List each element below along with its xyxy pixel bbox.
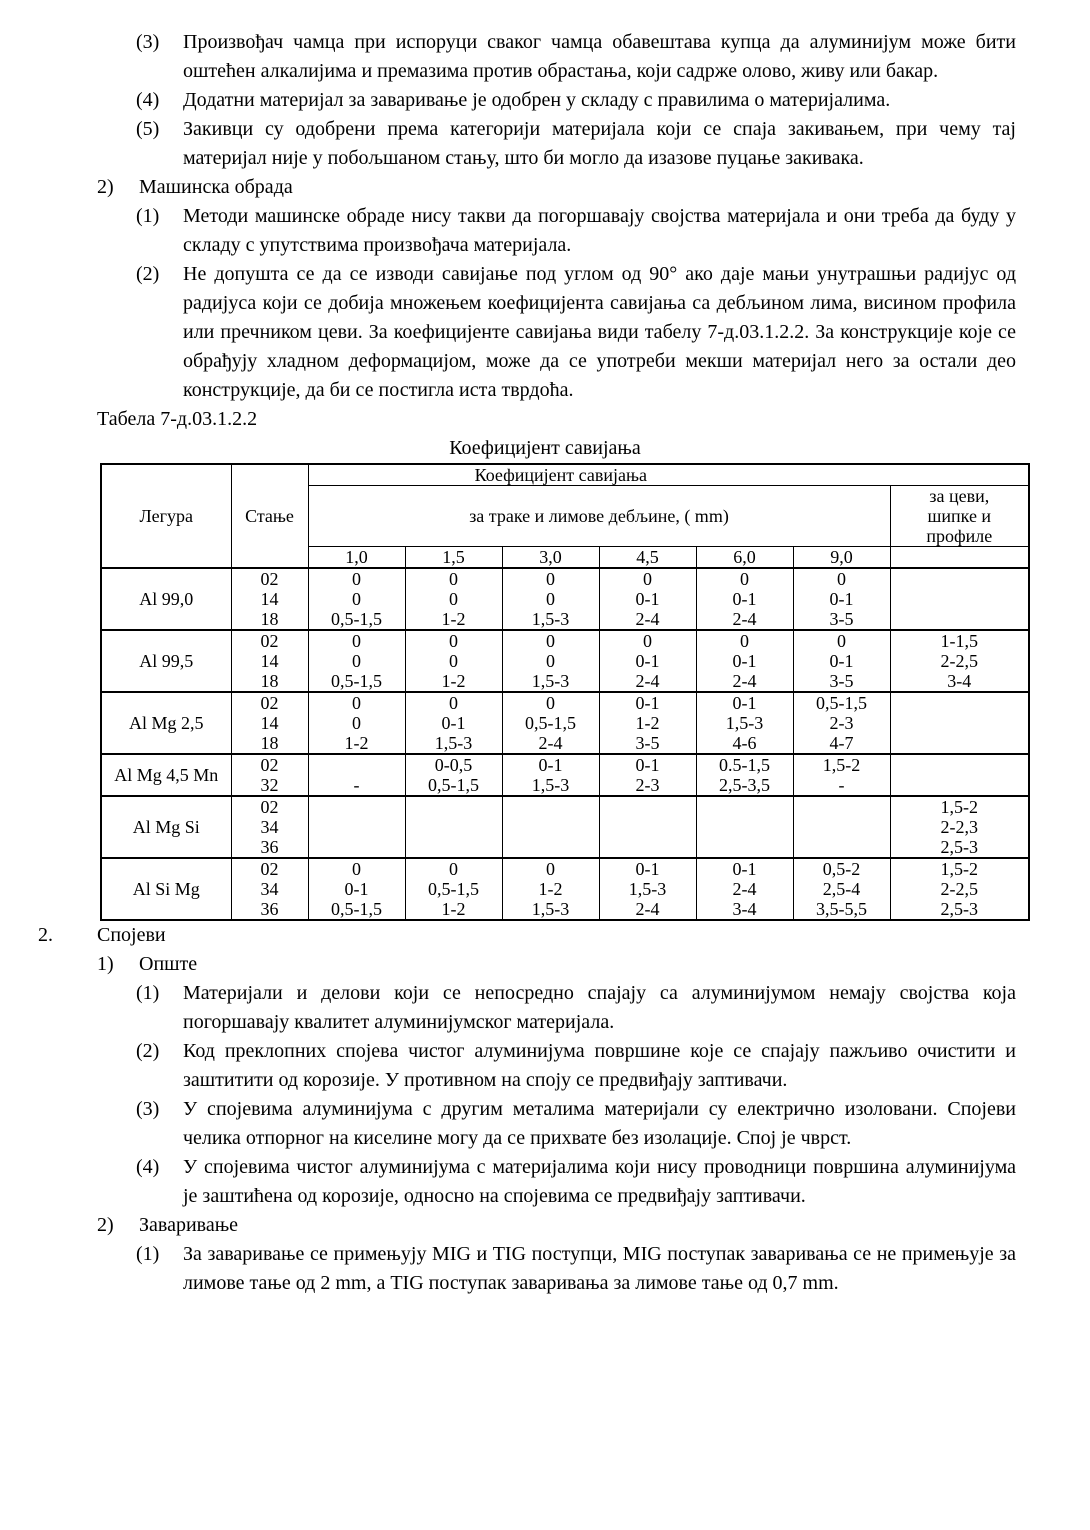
state-cell: [231, 630, 308, 692]
cell-line: 0-1: [635, 755, 660, 775]
paragraph-text: Додатни материјал за заваривање је одобрен у складу с правилима о материјалима.: [183, 89, 891, 111]
column-header-coefficient: Коефицијент савијања: [308, 464, 1029, 486]
alloy-name-cell: Al Mg 2,5: [101, 692, 231, 754]
paragraph-text: Материјали и делови који се непосредно спајају са алуминијумом немају својства која погоршавају квалитет алуминијумског материјала.: [183, 982, 1016, 1033]
cell-line: 0: [837, 569, 846, 589]
cell-line: 2-4: [732, 609, 757, 629]
cell-line: 3-5: [829, 609, 854, 629]
paragraph-text: Произвођач чамца при испоруци сваког чамца обавештава купца да алуминијум може бити оштећен алкалијима и премазима против обрастања, који садрже олово, живу или бакар.: [183, 31, 1016, 82]
cell-line: [600, 797, 696, 817]
tubes-value-cell: [890, 858, 1029, 920]
item-marker: (4): [136, 1156, 160, 1178]
cell-line: 4-6: [732, 733, 757, 753]
cell-line: 0: [643, 631, 652, 651]
column-header-strips: за траке и лимове дебљине, ( mm): [308, 486, 890, 547]
cell-line: 0: [546, 631, 555, 651]
cell-line: 14: [260, 589, 279, 609]
coefficient-value-cell: [793, 692, 890, 754]
paragraph-text: У спојевима алуминијума с другим металима материјали су електрично изоловани. Спојеви челика отпорног на киселине могу да се прихвате без изолације. Спој је чврст.: [183, 1098, 1016, 1149]
coefficient-value-cell: [502, 692, 599, 754]
cell-line: 2,5-3,5: [719, 775, 770, 795]
cell-line: 18: [260, 671, 279, 691]
list-item: [136, 202, 1090, 260]
cell-line: 0: [352, 631, 361, 651]
cell-line: 2-2,5: [940, 651, 979, 671]
paragraph-text: За заваривање се примењују MIG и TIG поступци, MIG поступак заваривања се не примењује за лимове тање од 2 mm, а TIG поступак заваривања за лимове тање од 0,7 mm.: [183, 1243, 1016, 1294]
coefficient-value-cell: [308, 692, 405, 754]
cell-line: 0-1: [344, 879, 369, 899]
list-item: [136, 260, 1090, 405]
cell-line: 0-1: [635, 693, 660, 713]
cell-line: [891, 569, 1029, 589]
cell-line: 2-2,3: [940, 817, 979, 837]
list-item: [136, 86, 1090, 115]
cell-line: 3-4: [947, 671, 972, 691]
cell-line: 0-1: [732, 589, 757, 609]
cell-line: 0: [449, 651, 458, 671]
cell-line: 0-1: [635, 589, 660, 609]
cell-line: 0-0,5: [434, 755, 473, 775]
cell-line: 1,5-2: [940, 859, 979, 879]
column-header-tubes: [890, 486, 1029, 547]
coefficient-value-cell: [308, 754, 405, 796]
thickness-header: 3,0: [502, 547, 599, 569]
cell-line: 18: [260, 609, 279, 629]
state-cell: [231, 754, 308, 796]
cell-line: [406, 837, 502, 857]
paragraph-text: Закивци су одобрени према категорији материјала који се спаја закивањем, при чему тај материјал није у побољшаном стању, што би могло да изазове пуцање закивака.: [183, 118, 1016, 169]
coefficient-value-cell: [308, 630, 405, 692]
cell-line: [503, 797, 599, 817]
cell-line: 0: [352, 693, 361, 713]
coefficient-value-cell: [502, 568, 599, 630]
thickness-header-empty: [890, 547, 1029, 569]
cell-line: [891, 775, 1029, 795]
thickness-header: 4,5: [599, 547, 696, 569]
cell-line: 02: [260, 569, 279, 589]
cell-line: [309, 797, 405, 817]
cell-line: 14: [260, 651, 279, 671]
cell-line: 1-2: [344, 733, 369, 753]
coefficient-value-cell: [405, 568, 502, 630]
cell-line: 0: [352, 859, 361, 879]
cell-line: 0,5-1,5: [525, 713, 576, 733]
cell-line: 0-1: [635, 859, 660, 879]
subsection-heading-machining: [97, 173, 1090, 202]
cell-line: 0: [449, 589, 458, 609]
coefficient-value-cell: [308, 796, 405, 858]
cell-line: 0: [546, 693, 555, 713]
cell-line: 2-4: [732, 879, 757, 899]
item-marker: (2): [136, 263, 160, 285]
item-marker: 2): [97, 1214, 114, 1236]
cell-line: 0,5-1,5: [428, 775, 479, 795]
coefficient-value-cell: [502, 796, 599, 858]
cell-line: 0,5-1,5: [428, 879, 479, 899]
cell-line: 0: [352, 713, 361, 733]
cell-line: 0,5-2: [822, 859, 861, 879]
cell-line: [794, 817, 890, 837]
thickness-header: 6,0: [696, 547, 793, 569]
item-marker: (1): [136, 982, 160, 1004]
cell-line: [794, 797, 890, 817]
cell-line: [794, 837, 890, 857]
cell-line: 2-4: [635, 899, 660, 919]
cell-line: 34: [260, 817, 279, 837]
section-heading-joints: [38, 921, 1090, 950]
cell-line: [891, 755, 1029, 775]
cell-line: [406, 817, 502, 837]
list-item: [136, 1153, 1090, 1211]
cell-line: 0,5-1,5: [331, 609, 382, 629]
cell-line: 0: [740, 631, 749, 651]
coefficient-value-cell: [308, 858, 405, 920]
cell-line: 02: [260, 859, 279, 879]
cell-line: 0-1: [732, 651, 757, 671]
alloy-name-cell: Al Si Mg: [101, 858, 231, 920]
cell-line: 0,5-1,5: [331, 899, 382, 919]
coefficient-value-cell: [599, 692, 696, 754]
section-title: Спојеви: [97, 924, 166, 946]
cell-line: 1,5-3: [434, 733, 473, 753]
coefficient-value-cell: [599, 630, 696, 692]
cell-line: 32: [260, 775, 279, 795]
cell-line: 0: [449, 569, 458, 589]
cell-line: 0: [546, 651, 555, 671]
cell-line: 0: [546, 569, 555, 589]
coefficient-value-cell: [696, 568, 793, 630]
cell-line: -: [353, 775, 360, 795]
cell-line: 1-2: [538, 879, 563, 899]
cell-line: 36: [260, 837, 279, 857]
alloy-row: [101, 568, 1029, 630]
coefficient-value-cell: [405, 796, 502, 858]
cell-line: 3-5: [635, 733, 660, 753]
column-header-alloy: Легура: [101, 464, 231, 568]
cell-line: 0: [546, 589, 555, 609]
item-marker: (3): [136, 31, 160, 53]
coefficient-value-cell: [599, 754, 696, 796]
column-header-tubes-text: за цеви, шипке и профиле: [926, 486, 993, 546]
thickness-header: 1,0: [308, 547, 405, 569]
cell-line: 1,5-2: [822, 755, 861, 775]
table-header-row-1: [101, 464, 1029, 486]
list-item: [136, 28, 1090, 86]
cell-line: [891, 589, 1029, 609]
cell-line: 2,5-3: [940, 837, 979, 857]
cell-line: 1,5-3: [628, 879, 667, 899]
cell-line: 2-3: [635, 775, 660, 795]
cell-line: 1-2: [635, 713, 660, 733]
bending-coefficient-table: [100, 463, 1030, 921]
cell-line: [503, 837, 599, 857]
coefficient-value-cell: [405, 858, 502, 920]
state-cell: [231, 692, 308, 754]
cell-line: 0-1: [829, 589, 854, 609]
tubes-value-cell: [890, 692, 1029, 754]
cell-line: 0-1: [732, 693, 757, 713]
cell-line: 0: [449, 859, 458, 879]
cell-line: [891, 609, 1029, 629]
cell-line: 18: [260, 733, 279, 753]
cell-line: 36: [260, 899, 279, 919]
cell-line: 2-2,5: [940, 879, 979, 899]
cell-line: 0-1: [441, 713, 466, 733]
coefficient-value-cell: [599, 568, 696, 630]
cell-line: -: [838, 775, 845, 795]
cell-line: 14: [260, 713, 279, 733]
alloy-name-cell: Al 99,0: [101, 568, 231, 630]
cell-line: 0: [449, 631, 458, 651]
cell-line: [503, 817, 599, 837]
state-cell: [231, 568, 308, 630]
paragraph-text: У спојевима чистог алуминијума с материјалима који нису проводници површина алуминијума је заштићена од корозије, односно на спојевима се предвиђају заптивачи.: [183, 1156, 1016, 1207]
cell-line: 0: [352, 569, 361, 589]
cell-line: 2-4: [732, 671, 757, 691]
cell-line: [406, 797, 502, 817]
subsection-title: Опште: [139, 953, 198, 975]
item-marker: (3): [136, 1098, 160, 1120]
cell-line: 0: [546, 859, 555, 879]
cell-line: 02: [260, 755, 279, 775]
coefficient-value-cell: [793, 858, 890, 920]
cell-line: 1-2: [441, 899, 466, 919]
coefficient-value-cell: [696, 754, 793, 796]
cell-line: 0,5-1,5: [816, 693, 867, 713]
cell-line: 0.5-1,5: [719, 755, 770, 775]
coefficient-value-cell: [599, 796, 696, 858]
cell-line: [697, 797, 793, 817]
item-marker: (1): [136, 1243, 160, 1265]
cell-line: 1-2: [441, 609, 466, 629]
cell-line: 0-1: [829, 651, 854, 671]
coefficient-value-cell: [405, 692, 502, 754]
cell-line: 2-4: [538, 733, 563, 753]
cell-line: 2-4: [635, 671, 660, 691]
cell-line: 0: [643, 569, 652, 589]
item-marker: (1): [136, 205, 160, 227]
cell-line: 1,5-2: [940, 797, 979, 817]
cell-line: 1-1,5: [940, 631, 979, 651]
item-marker: 2.: [38, 924, 53, 946]
cell-line: 1,5-3: [725, 713, 764, 733]
list-item: [136, 1240, 1090, 1298]
item-marker: (2): [136, 1040, 160, 1062]
cell-line: 0: [837, 631, 846, 651]
coefficient-value-cell: [793, 568, 890, 630]
paragraph-text: Не допушта се да се изводи савијање под углом од 90° ако даје мањи унутрашњи радијус од радијуса који се добија множењем коефицијента савијања са дебљином лима, висином профила или пречником цеви. За коефицијенте савијања види табелу 7-д.03.1.2.2. За конструкције које се обрађују хладном деформацијом, може да се употреби мекши материјал него за остали део конструкције, да би се постигла иста тврдоћа.: [183, 263, 1016, 401]
coefficient-value-cell: [405, 630, 502, 692]
cell-line: 0: [352, 589, 361, 609]
cell-line: [309, 817, 405, 837]
coefficient-value-cell: [696, 796, 793, 858]
coefficient-value-cell: [599, 858, 696, 920]
cell-line: 1-2: [441, 671, 466, 691]
coefficient-value-cell: [793, 630, 890, 692]
cell-line: 2,5-3: [940, 899, 979, 919]
cell-line: 0-1: [732, 859, 757, 879]
state-cell: [231, 796, 308, 858]
cell-line: 1,5-3: [531, 775, 570, 795]
cell-line: [891, 733, 1029, 753]
table-title: Коефицијент савијања: [449, 437, 641, 459]
item-marker: 1): [97, 953, 114, 975]
cell-line: [697, 837, 793, 857]
cell-line: 0: [740, 569, 749, 589]
thickness-header: 9,0: [793, 547, 890, 569]
alloy-row: [101, 858, 1029, 920]
thickness-header: 1,5: [405, 547, 502, 569]
item-marker: 2): [97, 176, 114, 198]
cell-line: [309, 837, 405, 857]
coefficient-value-cell: [502, 754, 599, 796]
coefficient-value-cell: [696, 858, 793, 920]
alloy-row: [101, 692, 1029, 754]
cell-line: 1,5-3: [531, 899, 570, 919]
cell-line: 2,5-4: [822, 879, 861, 899]
cell-line: 3-5: [829, 671, 854, 691]
alloy-row: [101, 630, 1029, 692]
list-item: [136, 1037, 1090, 1095]
table-label: Табела 7-д.03.1.2.2: [97, 408, 258, 430]
cell-line: 4-7: [829, 733, 854, 753]
alloy-name-cell: Al Mg Si: [101, 796, 231, 858]
cell-line: 1,5-3: [531, 671, 570, 691]
cell-line: 0-1: [538, 755, 563, 775]
tubes-value-cell: [890, 630, 1029, 692]
alloy-name-cell: Al 99,5: [101, 630, 231, 692]
cell-line: 2-4: [635, 609, 660, 629]
list-item: [136, 115, 1090, 173]
cell-line: [891, 693, 1029, 713]
item-marker: (4): [136, 89, 160, 111]
coefficient-value-cell: [308, 568, 405, 630]
list-item: [136, 979, 1090, 1037]
cell-line: 02: [260, 693, 279, 713]
list-item: [136, 1095, 1090, 1153]
cell-line: [600, 837, 696, 857]
alloy-name-cell: Al Mg 4,5 Mn: [101, 754, 231, 796]
column-header-state: Стање: [231, 464, 308, 568]
cell-line: [697, 817, 793, 837]
state-cell: [231, 858, 308, 920]
cell-line: [309, 755, 405, 775]
coefficient-value-cell: [502, 858, 599, 920]
subsection-title: Заваривање: [139, 1214, 239, 1236]
subsection-heading-general: [97, 950, 1090, 979]
coefficient-value-cell: [696, 692, 793, 754]
cell-line: [600, 817, 696, 837]
cell-line: 34: [260, 879, 279, 899]
coefficient-value-cell: [696, 630, 793, 692]
cell-line: 3,5-5,5: [816, 899, 867, 919]
item-marker: (5): [136, 118, 160, 140]
cell-line: 0,5-1,5: [331, 671, 382, 691]
paragraph-text: Код преклопних спојева чистог алуминијума површине које се спајају пажљиво очистити и заштитити од корозије. У противном на споју се предвиђају заптивачи.: [183, 1040, 1016, 1091]
cell-line: 0: [352, 651, 361, 671]
cell-line: 02: [260, 797, 279, 817]
coefficient-value-cell: [793, 796, 890, 858]
tubes-value-cell: [890, 796, 1029, 858]
tubes-value-cell: [890, 568, 1029, 630]
cell-line: 3-4: [732, 899, 757, 919]
cell-line: [891, 713, 1029, 733]
cell-line: 0-1: [635, 651, 660, 671]
coefficient-value-cell: [793, 754, 890, 796]
tubes-value-cell: [890, 754, 1029, 796]
alloy-row: [101, 796, 1029, 858]
coefficient-value-cell: [502, 630, 599, 692]
paragraph-text: Методи машинске обраде нису такви да погоршавају својства материјала и они треба да буду у складу с упутствима произвођача материјала.: [183, 205, 1016, 256]
cell-line: 1,5-3: [531, 609, 570, 629]
subsection-title: Машинска обрада: [139, 176, 293, 198]
subsection-heading-welding: [97, 1211, 1090, 1240]
coefficient-value-cell: [405, 754, 502, 796]
cell-line: 0: [449, 693, 458, 713]
alloy-row: [101, 754, 1029, 796]
cell-line: 2-3: [829, 713, 854, 733]
cell-line: 02: [260, 631, 279, 651]
